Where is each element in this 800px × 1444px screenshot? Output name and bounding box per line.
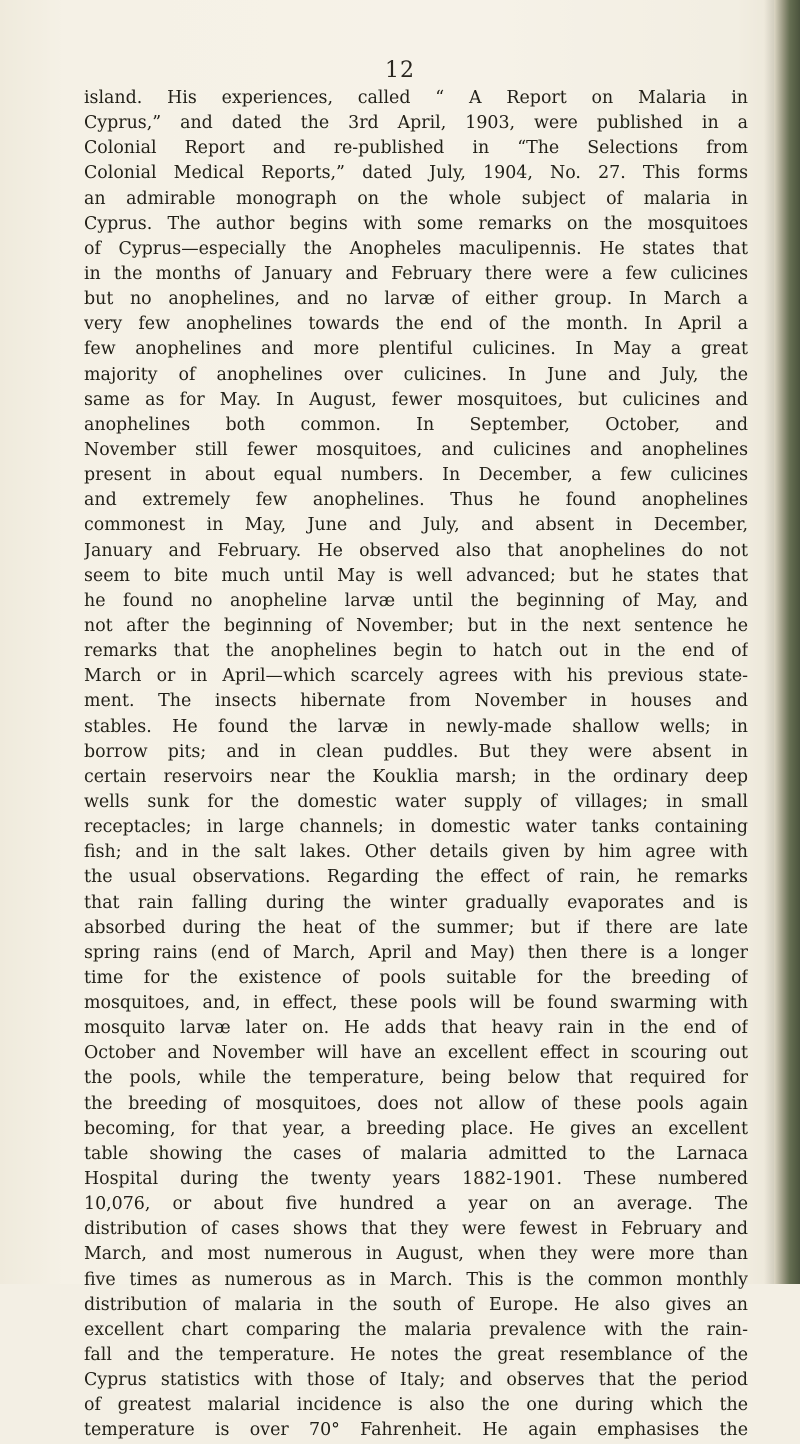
text-line: remarks that the anophelines begin to hatch out in the end of: [84, 641, 748, 662]
text-line: fall and the temperature. He notes the great resemblance of the: [84, 1345, 748, 1366]
body-text: [84, 86, 748, 1444]
text-line: of Cyprus—especially the Anopheles maculipennis. He states that: [84, 238, 748, 259]
text-line: table showing the cases of malaria admitted to the Larnaca: [84, 1143, 748, 1164]
text-line: 10,076, or about five hundred a year on an average. The: [84, 1194, 748, 1215]
text-line: time for the existence of pools suitable for the breeding of: [84, 967, 748, 988]
text-line: fish; and in the salt lakes. Other details given by him agree with: [84, 842, 748, 863]
scan-edge-shadow: [764, 0, 774, 1284]
text-line: Colonial Report and re-published in “The Selections from: [84, 138, 748, 159]
text-line: excellent chart comparing the malaria prevalence with the rain-: [84, 1319, 748, 1340]
text-line: certain reservoirs near the Kouklia marsh; in the ordinary deep: [84, 766, 748, 787]
text-line: but no anophelines, and no larvæ of either group. In March a: [84, 289, 748, 310]
text-line: island. His experiences, called “ A Report on Malaria in: [84, 88, 748, 108]
text-line: absorbed during the heat of the summer; but if there are late: [84, 917, 748, 938]
text-line: spring rains (end of March, April and May) then there is a longer: [84, 942, 748, 963]
text-line: majority of anophelines over culicines. In June and July, the: [84, 364, 748, 385]
text-line: an admirable monograph on the whole subject of malaria in: [84, 188, 748, 209]
text-line: November still fewer mosquitoes, and culicines and anophelines: [84, 439, 748, 460]
text-line: wells sunk for the domestic water supply of villages; in small: [84, 791, 748, 812]
text-line: he found no anopheline larvæ until the beginning of May, and: [84, 590, 748, 611]
text-line: Cyprus,” and dated the 3rd April, 1903, were published in a: [84, 113, 748, 134]
scan-edge: [774, 0, 800, 1284]
text-line: in the months of January and February there were a few culicines: [84, 263, 748, 284]
text-line: seem to bite much until May is well advanced; but he states that: [84, 565, 748, 586]
text-line: January and February. He observed also that anophelines do not: [84, 540, 748, 561]
text-line: temperature is over 70° Fahrenheit. He again emphasises the: [84, 1420, 748, 1441]
text-line: stables. He found the larvæ in newly-made shallow wells; in: [84, 716, 748, 737]
text-line: the breeding of mosquitoes, does not allow of these pools again: [84, 1093, 748, 1114]
text-line: Cyprus statistics with those of Italy; and observes that the period: [84, 1370, 748, 1391]
text-line: March or in April—which scarcely agrees with his previous state-: [84, 666, 748, 687]
text-line: March, and most numerous in August, when they were more than: [84, 1244, 748, 1265]
text-line: not after the beginning of November; but in the next sentence he: [84, 615, 748, 636]
text-line: that rain falling during the winter gradually evaporates and is: [84, 892, 748, 913]
text-line: borrow pits; and in clean puddles. But they were absent in: [84, 741, 748, 762]
text-line: the usual observations. Regarding the effect of rain, he remarks: [84, 867, 748, 888]
text-line: ment. The insects hibernate from November in houses and: [84, 691, 748, 712]
page-number: 12: [385, 58, 415, 83]
text-line: Colonial Medical Reports,” dated July, 1904, No. 27. This forms: [84, 163, 748, 184]
text-line: Hospital during the twenty years 1882-1901. These numbered: [84, 1169, 748, 1190]
text-line: and extremely few anophelines. Thus he found anophelines: [84, 490, 748, 511]
text-line: distribution of malaria in the south of Europe. He also gives an: [84, 1294, 748, 1315]
text-line: same as for May. In August, fewer mosquitoes, but culicines and: [84, 389, 748, 410]
text-line: becoming, for that year, a breeding place. He gives an excellent: [84, 1118, 748, 1139]
text-line: few anophelines and more plentiful culicines. In May a great: [84, 339, 748, 360]
text-line: five times as numerous as in March. This is the common monthly: [84, 1269, 748, 1290]
text-line: very few anophelines towards the end of the month. In April a: [84, 314, 748, 335]
text-line: Cyprus. The author begins with some remarks on the mosquitoes: [84, 213, 748, 234]
text-line: the pools, while the temperature, being below that required for: [84, 1068, 748, 1089]
text-line: mosquitoes, and, in effect, these pools will be found swarming with: [84, 993, 748, 1014]
text-line: receptacles; in large channels; in domestic water tanks containing: [84, 817, 748, 838]
text-line: commonest in May, June and July, and absent in December,: [84, 515, 748, 536]
text-line: of greatest malarial incidence is also the one during which the: [84, 1395, 748, 1416]
text-line: anophelines both common. In September, October, and: [84, 414, 748, 435]
text-line: present in about equal numbers. In December, a few culicines: [84, 465, 748, 486]
text-line: distribution of cases shows that they were fewest in February and: [84, 1219, 748, 1240]
text-line: mosquito larvæ later on. He adds that heavy rain in the end of: [84, 1018, 748, 1039]
text-line: October and November will have an excellent effect in scouring out: [84, 1043, 748, 1064]
